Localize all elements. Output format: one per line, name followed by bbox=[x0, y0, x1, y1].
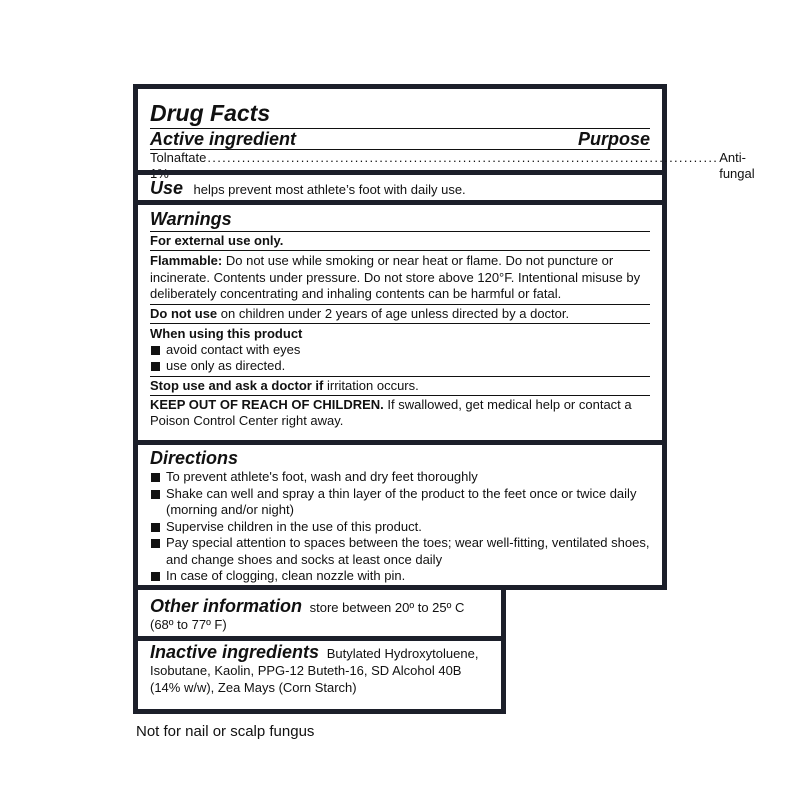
directions-section bbox=[138, 447, 662, 585]
warnings-title: Warnings bbox=[150, 209, 232, 229]
use-text: helps prevent most athlete’s foot with daily use. bbox=[193, 182, 466, 197]
bullet-square-icon bbox=[151, 362, 160, 371]
footer-note: Not for nail or scalp fungus bbox=[136, 723, 315, 740]
stop-use-warning bbox=[150, 377, 650, 395]
flammable-text: Do not use while smoking or near heat or flame. Do not puncture or incinerate. Contents under pressure. Do not store above 120°F. Intentional misuse by deliberately concentrating and inhaling contents can be harmful or fatal. bbox=[150, 253, 641, 301]
bullet-square-icon bbox=[151, 490, 160, 499]
do-not-use-text: on children under 2 years of age unless directed by a doctor. bbox=[217, 305, 570, 321]
active-ingredient-name: Tolnaftate bbox=[150, 150, 207, 165]
bullet-square-icon bbox=[151, 572, 160, 581]
flammable-label: Flammable: bbox=[150, 253, 223, 268]
do-not-use-warning bbox=[150, 305, 650, 323]
other-info-panel bbox=[133, 585, 506, 714]
drug-facts-title: Drug Facts bbox=[150, 100, 271, 126]
list-item: Shake can well and spray a thin layer of the product to the feet once or twice daily (morning and/or night) bbox=[150, 486, 650, 519]
bullet-square-icon bbox=[151, 523, 160, 532]
warnings-section bbox=[138, 207, 662, 430]
list-item: use only as directed. bbox=[150, 358, 650, 375]
section-divider bbox=[138, 440, 662, 445]
purpose-label: Purpose bbox=[577, 129, 650, 149]
stop-use-text: irritation occurs. bbox=[323, 377, 419, 393]
section-divider bbox=[138, 200, 662, 205]
inactive-ingredients-section bbox=[138, 644, 501, 696]
section-divider bbox=[138, 636, 501, 641]
active-ingredient-purpose: Anti-fungal bbox=[719, 150, 755, 181]
other-information-text: store between 20º to 25º C (68º to 77º F) bbox=[150, 600, 465, 632]
external-use-warning: For external use only. bbox=[150, 233, 284, 248]
inactive-ingredients-label: Inactive ingredients bbox=[150, 642, 320, 662]
stop-use-label: Stop use and ask a doctor if bbox=[150, 377, 324, 393]
list-item: Pay special attention to spaces between the toes; wear well-fitting, ventilated shoes, and change shoes and socks at least once daily bbox=[150, 535, 650, 568]
other-information-label: Other information bbox=[150, 596, 302, 616]
list-item: To prevent athlete's foot, wash and dry feet thoroughly bbox=[150, 469, 650, 486]
drug-facts-panel bbox=[133, 84, 755, 590]
use-section bbox=[138, 178, 478, 199]
active-ingredient-label: Active ingredient bbox=[150, 129, 297, 149]
when-using-label: When using this product bbox=[150, 325, 303, 341]
inactive-ingredients-text: Butylated Hydroxytoluene, Isobutane, Kaolin, PPG-12 Buteth-16, SD Alcohol 40B (14% w/w), Zea Mays (Corn Starch) bbox=[150, 646, 479, 695]
list-item: avoid contact with eyes bbox=[150, 342, 650, 359]
active-ingredient-header bbox=[150, 129, 650, 150]
other-information-section bbox=[138, 590, 501, 633]
flammable-warning bbox=[150, 251, 650, 303]
drug-facts-header bbox=[138, 89, 755, 182]
do-not-use-label: Do not use bbox=[150, 305, 218, 321]
keep-out-label: KEEP OUT OF REACH OF CHILDREN. bbox=[150, 396, 384, 412]
use-label: Use bbox=[150, 178, 184, 198]
bullet-square-icon bbox=[151, 473, 160, 482]
bullet-square-icon bbox=[151, 346, 160, 355]
list-item: Supervise children in the use of this product. bbox=[150, 519, 650, 536]
keep-out-text: If swallowed, get medical help or contact a Poison Control Center right away. bbox=[150, 396, 632, 428]
directions-title: Directions bbox=[150, 448, 239, 468]
section-divider bbox=[138, 170, 662, 175]
list-item: In case of clogging, clean nozzle with pin. bbox=[150, 568, 650, 585]
dot-leader: ........................................................................................................ bbox=[207, 150, 719, 165]
keep-out-warning bbox=[150, 396, 650, 430]
bullet-square-icon bbox=[151, 539, 160, 548]
